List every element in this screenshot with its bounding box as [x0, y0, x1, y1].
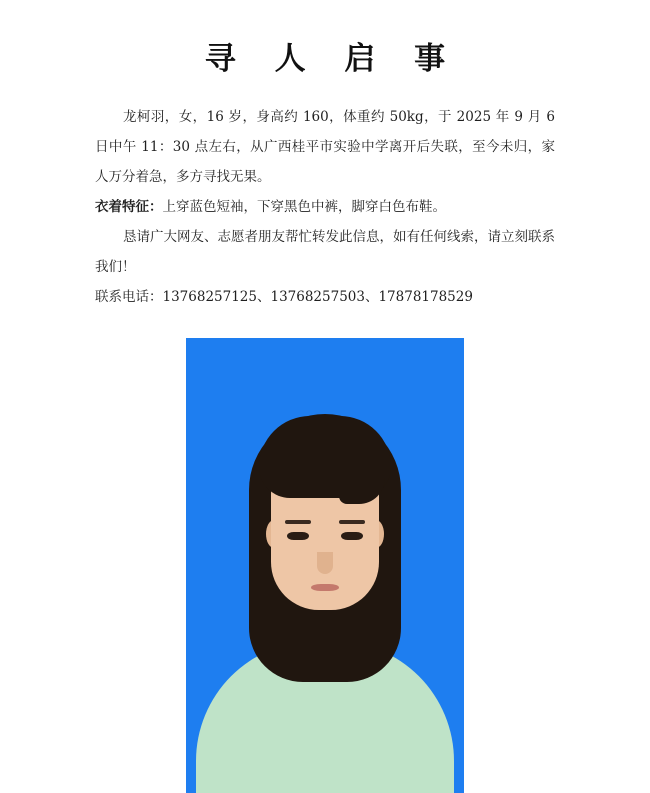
missing-person-photo: [186, 338, 464, 793]
photo-container: [186, 338, 464, 793]
portrait-brow-right: [339, 520, 365, 524]
appeal-text: 恳请广大网友、志愿者朋友帮忙转发此信息，如有任何线索，请立刻联系我们！: [95, 229, 555, 275]
poster-body: [95, 78, 555, 312]
portrait-hair-front: [259, 416, 391, 498]
portrait-eye-right: [341, 532, 363, 540]
portrait-brow-left: [285, 520, 311, 524]
portrait-nose: [317, 552, 333, 574]
paragraph-appeal: [95, 222, 555, 282]
contact-phone-numbers: 13768257125、13768257503、17878178529: [162, 289, 473, 305]
portrait-mouth: [311, 584, 339, 591]
paragraph-intro: [95, 102, 555, 192]
paragraph-clothing: [95, 192, 555, 222]
contact-label: 联系电话：: [95, 289, 163, 305]
paragraph-contact: [95, 282, 555, 312]
page-title: 寻 人 启 事: [204, 41, 460, 77]
clothing-text: 上穿蓝色短袖，下穿黑色中裤，脚穿白色布鞋。: [162, 199, 446, 215]
portrait-eye-left: [287, 532, 309, 540]
clothing-label: 衣着特征：: [95, 199, 163, 215]
paragraph-intro-text: 龙柯羽，女，16 岁，身高约 160，体重约 50kg，于 2025 年 9 月 6 日中午 11：30 点左右，从广西桂平市实验中学离开后失联，至今未归，家人万分着急，多方寻找无果。: [95, 109, 555, 185]
